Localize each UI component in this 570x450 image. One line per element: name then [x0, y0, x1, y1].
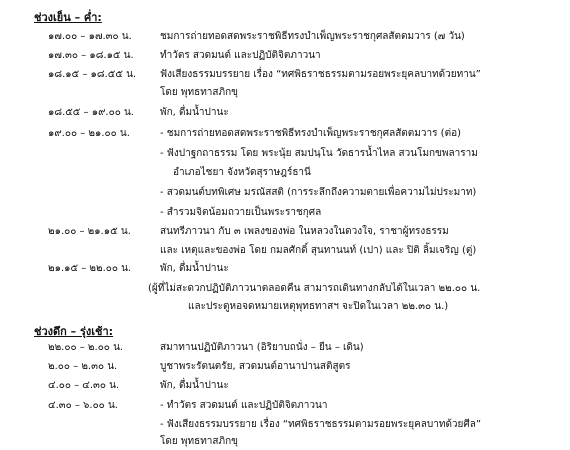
time-range: ๑๘.๕๕ – ๑๙.๐๐ น. — [48, 107, 134, 118]
time-range: ๒๒.๐๐ – ๒.๐๐ น. — [48, 342, 124, 353]
activity-text: พัก, ดื่มน้ำปานะ — [160, 263, 229, 274]
activity-text-continuation: อำเภอไชยา จังหวัดสุราษฎร์ธานี — [173, 167, 311, 178]
activity-bullet: - สำรวมจิตน้อมถวายเป็นพระราชกุศล — [160, 207, 322, 218]
schedule-row — [0, 360, 570, 374]
activity-text-continuation: โดย พุทธทาสภิกขุ — [160, 436, 238, 447]
activity-bullet: - ทำวัตร สวดมนต์ และปฏิบัติจิตภาวนา — [160, 400, 328, 411]
activity-text: สมาทานปฏิบัติภาวนา (อิริยาบถนั่ง – ยืน – เดิน) — [160, 342, 364, 353]
time-range: ๒๑.๐๐ – ๒๑.๑๕ น. — [48, 226, 131, 237]
activity-text: สนทรีภาวนา กับ ๓ เพลงของพ่อ ในหลวงในดวงใจ, ราชาผู้ทรงธรรม — [160, 226, 449, 237]
activity-text: ฟังเสียงธรรมบรรยาย เรื่อง “ทศพิธราชธรรมตามรอยพระยุคลบาทด้วยทาน” — [160, 69, 481, 80]
schedule-row — [0, 262, 570, 276]
activity-text-continuation: และ เหตุและของพ่อ โดย กมลศักดิ์ สุนทานนท์ (เปา) และ ปิติ ลิ้มเจริญ (ตู่) — [160, 245, 477, 256]
schedule-row-continuation — [0, 86, 570, 100]
schedule-row — [0, 30, 570, 44]
activity-text-continuation: โดย พุทธทาสภิกขุ — [160, 87, 238, 98]
schedule-row-continuation — [0, 166, 570, 180]
time-range: ๑๙.๐๐ – ๒๑.๐๐ น. — [48, 128, 130, 139]
schedule-row-continuation — [0, 435, 570, 449]
schedule-row — [0, 225, 570, 239]
time-range: ๒๑.๑๕ – ๒๒.๐๐ น. — [48, 263, 132, 274]
section-heading-late-night: ช่วงดึก – รุ่งเช้า: — [34, 325, 114, 338]
schedule-row — [0, 341, 570, 355]
activity-text: พัก, ดื่มน้ำปานะ — [160, 107, 229, 118]
activity-text: บูชาพระรัตนตรัย, สวดมนต์อานาปานสติสูตร — [160, 361, 351, 372]
schedule-row-bullet — [0, 186, 570, 200]
schedule-row-continuation — [0, 244, 570, 258]
schedule-row-bullet — [0, 418, 570, 432]
activity-bullet: - ชมการถ่ายทอดสดพระราชพิธีทรงบำเพ็ญพระราชกุศลสัตตมวาร (ต่อ) — [160, 128, 461, 139]
activity-text: พัก, ดื่มน้ำปานะ — [160, 380, 229, 391]
schedule-row — [0, 106, 570, 120]
activity-bullet: - สวดมนต์บทพิเศษ มรณัสสติ (การระลึกถึงความตายเพื่อความไม่ประมาท) — [160, 187, 477, 198]
activity-bullet: - ฟังปาฐกถาธรรม โดย พระนุ้ย สมปนฺโน วัดธารน้ำไหล สวนโมกขพลาราม — [160, 148, 478, 159]
section-heading-evening: ช่วงเย็น – ค่ำ: — [34, 11, 102, 24]
activity-text: ชมการถ่ายทอดสดพระราชพิธีทรงบำเพ็ญพระราชกุศลสัตตมวาร (๗ วัน) — [160, 31, 465, 42]
time-range: ๑๗.๐๐ – ๑๗.๓๐ น. — [48, 31, 132, 42]
time-range: ๔.๐๐ – ๔.๓๐ น. — [48, 380, 120, 391]
schedule-row-bullet — [0, 147, 570, 161]
note-line: (ผู้ที่ไม่สะดวกปฏิบัติภาวนาตลอดคืน สามารถเดินทางกลับได้ในเวลา ๒๒.๐๐ น. — [148, 283, 481, 294]
time-range: ๒.๐๐ – ๒.๓๐ น. — [48, 361, 118, 372]
schedule-row-bullet — [0, 206, 570, 220]
activity-text: ทำวัตร สวดมนต์ และปฏิบัติจิตภาวนา — [160, 50, 321, 61]
schedule-row — [0, 49, 570, 63]
schedule-row — [0, 399, 570, 413]
note-line: และประตูหอจดหมายเหตุพุทธทาสฯ จะปิดในเวลา ๒๒.๓๐ น.) — [188, 301, 449, 312]
schedule-row — [0, 379, 570, 393]
activity-bullet: - ฟังเสียงธรรมบรรยาย เรื่อง “ทศพิธราชธรรมตามรอยพระยุคลบาทด้วยศีล” — [160, 419, 482, 430]
time-range: ๑๗.๓๐ – ๑๘.๑๕ น. — [48, 50, 134, 61]
time-range: ๔.๓๐ – ๖.๐๐ น. — [48, 400, 118, 411]
schedule-row — [0, 127, 570, 141]
schedule-row — [0, 68, 570, 82]
time-range: ๑๘.๑๕ – ๑๘.๕๕ น. — [48, 69, 137, 80]
